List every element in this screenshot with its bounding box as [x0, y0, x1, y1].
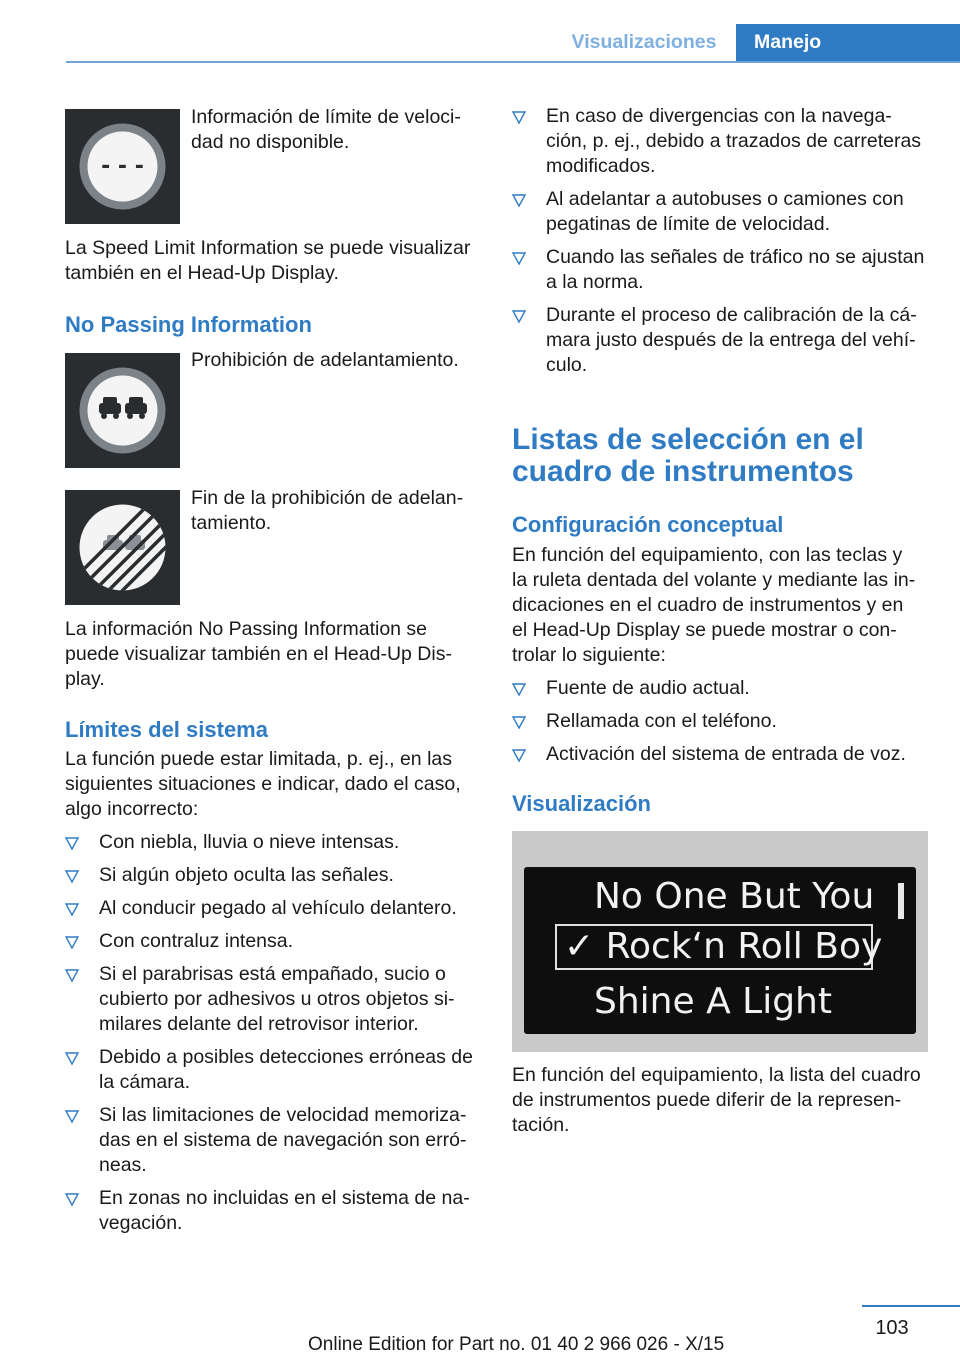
display-scrollbar: [898, 883, 904, 919]
speed-limit-hud-paragraph: La Speed Limit Information se puede visualizar también en el Head-Up Display.: [65, 237, 471, 284]
display-list-item-selected: ✓ Rock‘n Roll Boy: [564, 926, 883, 967]
triangle-bullet-icon: [512, 742, 532, 767]
display-note-paragraph: En función del equipamiento, la lista del cuadro de instrumentos puede diferir de la represen‐ tación.: [512, 1064, 921, 1136]
triangle-bullet-icon: [512, 104, 532, 129]
triangle-bullet-icon: [65, 1103, 85, 1128]
header-tab-visualizaciones[interactable]: Visualizaciones: [571, 31, 717, 53]
display-screen: [524, 867, 916, 1034]
triangle-bullet-icon: [512, 709, 532, 734]
triangle-bullet-icon: [65, 962, 85, 987]
heading-config: Configuración conceptual: [512, 512, 784, 537]
heading-no-passing: No Passing Information: [65, 312, 312, 337]
config-paragraph: En función del equipamiento, con las teclas y la ruleta dentada del volante y mediante las in‐ dicaciones en el cuadro de instrumentos y en el Head-Up Display se puede mostrar o con‐ trolar lo siguiente:: [512, 544, 916, 666]
page-number: 103: [875, 1317, 909, 1339]
sign-dashes-text: - - -: [101, 154, 144, 179]
triangle-bullet-icon: [65, 929, 85, 954]
list-item: Activación del sistema de entrada de voz.: [512, 742, 930, 767]
sign-end-no-passing: [65, 490, 180, 605]
list-item: Al adelantar a autobuses o camiones con pegatinas de límite de velocidad.: [512, 187, 930, 237]
triangle-bullet-icon: [65, 1045, 85, 1070]
sign-speed-limit-unavailable: [65, 109, 180, 224]
instrument-cluster-display-image: [512, 831, 928, 1052]
list-item: Si las limitaciones de velocidad memoriza‐ das en el sistema de navegación son erró‐ neas.: [65, 1103, 483, 1178]
triangle-bullet-icon: [65, 863, 85, 888]
system-limits-paragraph: La función puede estar limitada, p. ej., en las siguientes situaciones e indicar, dado el caso, algo incorrecto:: [65, 748, 461, 820]
triangle-bullet-icon: [512, 676, 532, 701]
heading-display: Visualización: [512, 791, 651, 816]
no-passing-hud-paragraph: La información No Passing Information se puede visualizar también en el Head-Up Dis‐ play.: [65, 618, 452, 690]
list-item: Al conducir pegado al vehículo delantero.: [65, 896, 483, 921]
list-item: Durante el proceso de calibración de la cá‐ mara justo después de la entrega del vehí‐ culo.: [512, 303, 930, 378]
triangle-bullet-icon: [512, 303, 532, 328]
config-list: [512, 676, 930, 767]
sign1-caption: Información de límite de veloci‐ dad no disponible.: [191, 106, 461, 153]
list-item: Cuando las señales de tráfico no se ajustan a la norma.: [512, 245, 930, 295]
triangle-bullet-icon: [65, 896, 85, 921]
list-item: Fuente de audio actual.: [512, 676, 930, 701]
display-list-item: No One But You: [594, 876, 875, 917]
sign-no-passing: [65, 353, 180, 468]
footer-edition-text: Online Edition for Part no. 01 40 2 966 026 - X/15: [308, 1334, 725, 1355]
list-item: Si algún objeto oculta las señales.: [65, 863, 483, 888]
section-title: Listas de selección en el cuadro de instrumentos: [512, 423, 864, 488]
triangle-bullet-icon: [65, 830, 85, 855]
list-item: Con niebla, lluvia o nieve intensas.: [65, 830, 483, 855]
system-limits-list: [65, 830, 483, 1236]
list-item: Con contraluz intensa.: [65, 929, 483, 954]
limits-continued-list: [512, 104, 930, 378]
header-tab-manejo[interactable]: Manejo: [736, 24, 960, 61]
triangle-bullet-icon: [512, 187, 532, 212]
sign3-caption: Fin de la prohibición de adelan‐ tamiento.: [191, 487, 464, 534]
sign2-caption: Prohibición de adelantamiento.: [191, 349, 459, 371]
list-item: Rellamada con el teléfono.: [512, 709, 930, 734]
header-rule: [66, 61, 960, 63]
list-item: En zonas no incluidas en el sistema de na‐ vegación.: [65, 1186, 483, 1236]
heading-system-limits: Límites del sistema: [65, 717, 268, 742]
list-item: Si el parabrisas está empañado, sucio o cubierto por adhesivos u otros objetos si‐ milares delante del retrovisor interior.: [65, 962, 483, 1037]
triangle-bullet-icon: [65, 1186, 85, 1211]
display-list-item: Shine A Light: [594, 981, 832, 1022]
footer-rule: [862, 1305, 960, 1307]
list-item: Debido a posibles detecciones erróneas de la cámara.: [65, 1045, 483, 1095]
triangle-bullet-icon: [512, 245, 532, 270]
list-item: En caso de divergencias con la navega‐ ción, p. ej., debido a trazados de carreteras modificados.: [512, 104, 930, 179]
